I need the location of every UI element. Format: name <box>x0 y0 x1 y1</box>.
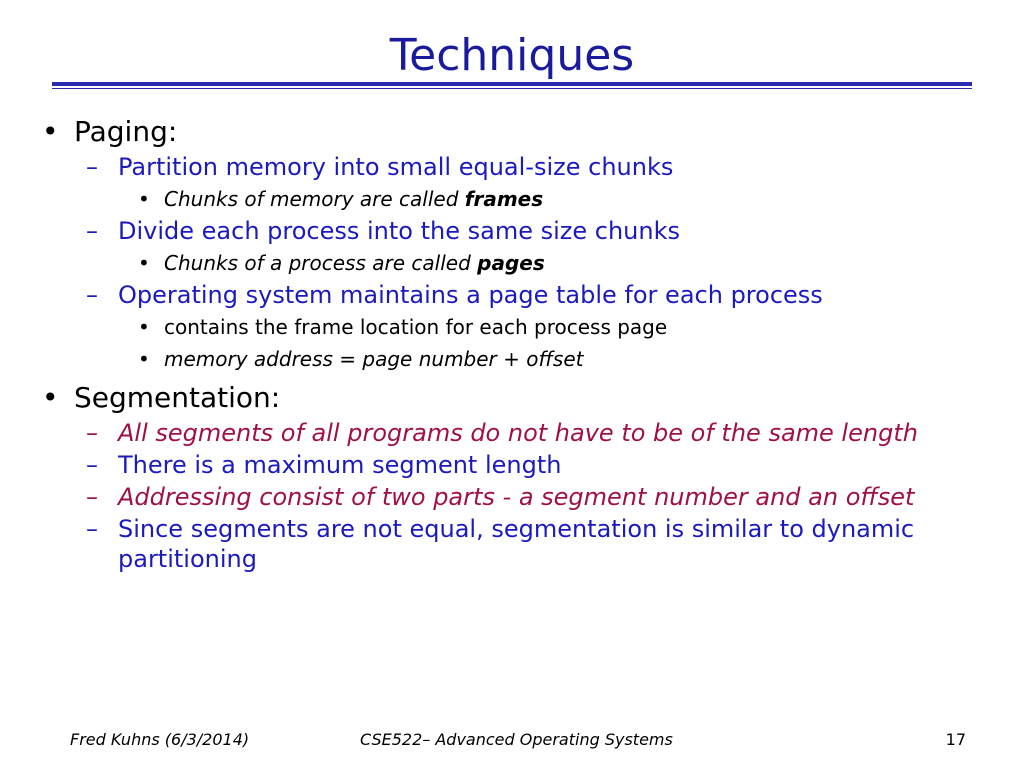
sub-bullet-text: Partition memory into small equal-size chunks <box>118 153 674 181</box>
dash-marker: – <box>86 281 98 309</box>
page-number: 17 <box>945 730 966 749</box>
sub-bullet-partition-memory <box>36 152 986 182</box>
sub-bullet-text: There is a maximum segment length <box>118 451 562 479</box>
bullet-text: Segmentation: <box>74 381 281 414</box>
sub-bullet-text: Addressing consist of two parts - a segment number and an offset <box>118 483 915 511</box>
title-underline-thick <box>52 82 972 86</box>
slide-footer <box>0 730 1024 754</box>
footer-course: CSE522– Advanced Operating Systems <box>360 730 673 749</box>
dash-marker: – <box>86 483 98 511</box>
dash-marker: – <box>86 515 98 543</box>
sub-sub-bullet-text: memory address = page number + offset <box>164 347 584 371</box>
bullet-marker: • <box>138 315 150 339</box>
sub-sub-bullet-pages <box>36 248 986 278</box>
bullet-marker: • <box>138 251 150 275</box>
title-underline-thin <box>52 88 972 89</box>
sub-bullet-text: All segments of all programs do not have to be of the same length <box>118 419 918 447</box>
sub-bullet-text: Operating system maintains a page table for each process <box>118 281 823 309</box>
sub-bullet-addressing <box>36 482 986 512</box>
bullet-segmentation <box>36 380 986 416</box>
dash-marker: – <box>86 153 98 181</box>
sub-sub-bullet-text: contains the frame location for each process page <box>164 315 668 339</box>
slide-title: Techniques <box>389 30 635 81</box>
footer-author: Fred Kuhns (6/3/2014) <box>70 730 250 749</box>
sub-bullet-text: Since segments are not equal, segmentation is similar to dynamic partitioning <box>118 515 915 573</box>
sub-sub-bullet-text: Chunks of memory are called <box>164 187 465 211</box>
bullet-marker: • <box>138 187 150 211</box>
bullet-marker: • <box>138 347 150 371</box>
sub-bullet-divide-process <box>36 216 986 246</box>
sub-bullet-max-segment <box>36 450 986 480</box>
dash-marker: – <box>86 451 98 479</box>
bullet-text: Paging: <box>74 115 178 148</box>
bullet-marker: • <box>42 381 59 414</box>
sub-sub-bullet-memory-address <box>36 344 986 374</box>
dash-marker: – <box>86 217 98 245</box>
slide-body <box>36 112 986 574</box>
term-frames: frames <box>464 187 544 211</box>
sub-bullet-text: Divide each process into the same size chunks <box>118 217 681 245</box>
term-pages: pages <box>477 251 545 275</box>
sub-sub-bullet-frame-location <box>36 312 986 342</box>
sub-sub-bullet-frames <box>36 184 986 214</box>
sub-sub-bullet-text: Chunks of a process are called <box>164 251 478 275</box>
bullet-marker: • <box>42 115 59 148</box>
dash-marker: – <box>86 419 98 447</box>
bullet-paging <box>36 114 986 150</box>
sub-bullet-dynamic-partitioning <box>36 514 986 574</box>
sub-bullet-page-table <box>36 280 986 310</box>
sub-bullet-segment-length <box>36 418 986 448</box>
